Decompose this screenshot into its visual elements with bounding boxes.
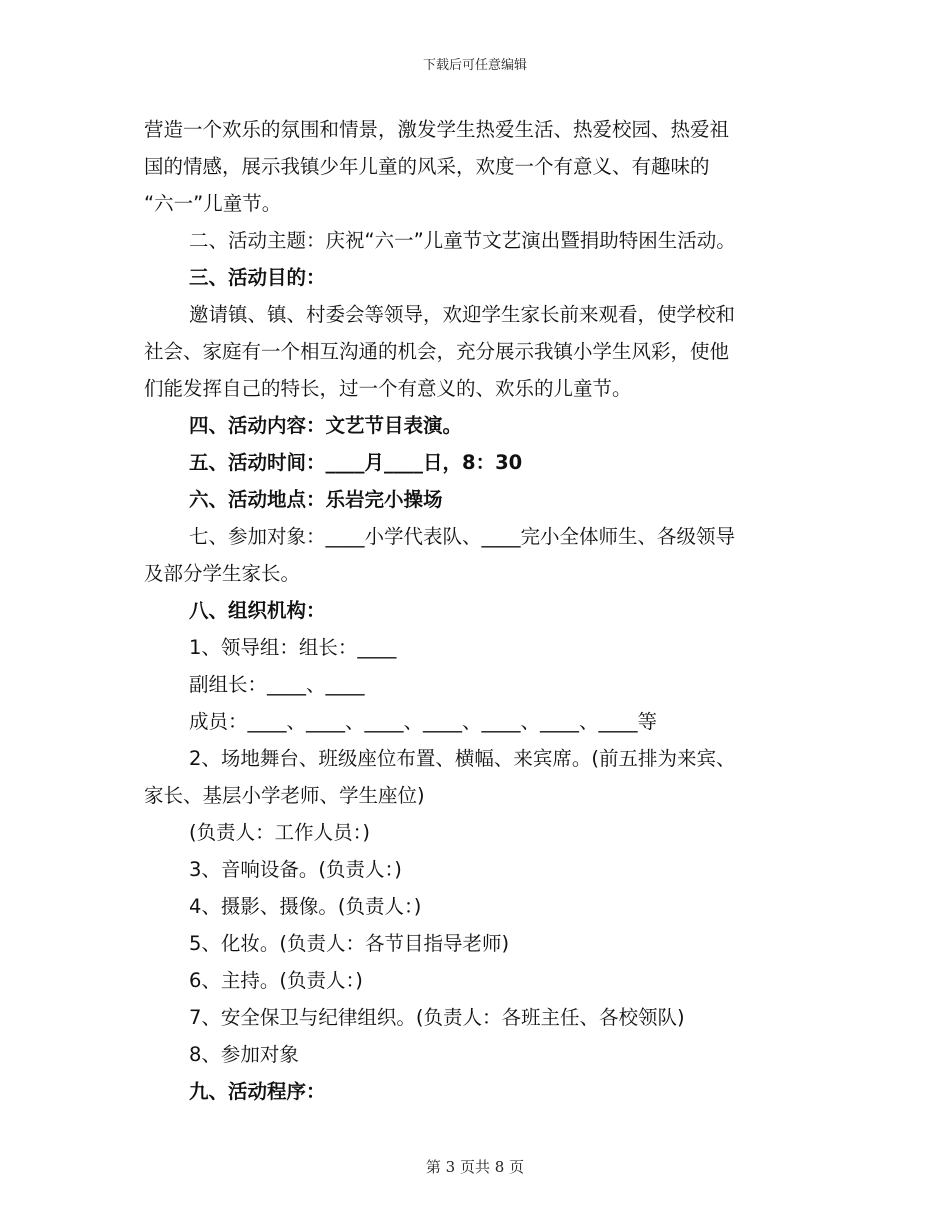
- list-item: 2、场地舞台、班级座位布置、横幅、来宾席。(前五排为来宾、: [189, 747, 736, 770]
- list-item: 7、安全保卫与纪律组织。(负责人：各班主任、各校领队): [189, 1006, 685, 1029]
- list-item: 4、摄影、摄像。(负责人：): [189, 895, 422, 918]
- paragraph-line: 营造一个欢乐的氛围和情景，激发学生热爱生活、热爱校园、热爱祖: [144, 118, 730, 141]
- list-item: 8、参加对象: [189, 1043, 299, 1066]
- paragraph-line: 社会、家庭有一个相互沟通的机会，充分展示我镇小学生风彩，使他: [144, 340, 730, 363]
- section-heading-procedure: 九、活动程序：: [189, 1080, 326, 1103]
- paragraph-line: 及部分学生家长。: [144, 562, 301, 585]
- paragraph-line: “六一”儿童节。: [144, 192, 282, 215]
- list-item: (负责人：工作人员：): [189, 821, 370, 844]
- section-heading-theme: 二、活动主题：庆祝“六一”儿童节文艺演出暨捐助特困生活动。: [189, 229, 736, 252]
- list-item: 3、音响设备。(负责人：): [189, 858, 402, 881]
- list-item: 副组长：____、____: [189, 673, 365, 696]
- section-heading-location: 六、活动地点：乐岩完小操场: [189, 488, 443, 511]
- list-item: 5、化妆。(负责人：各节目指导老师): [189, 932, 510, 955]
- list-item: 1、领导组：组长：____: [189, 636, 397, 659]
- section-heading-participants: 七、参加对象：____小学代表队、____完小全体师生、各级领导: [189, 525, 736, 548]
- page-header: 下载后可任意编辑: [422, 58, 527, 73]
- paragraph-line: 邀请镇、镇、村委会等领导，欢迎学生家长前来观看，使学校和: [189, 303, 736, 326]
- paragraph-line: 国的情感，展示我镇少年儿童的风采，欢度一个有意义、有趣味的: [144, 155, 710, 178]
- section-heading-time: 五、活动时间：____月____日，8：30: [189, 451, 523, 474]
- section-heading-content: 四、活动内容：文艺节目表演。: [189, 414, 463, 437]
- section-heading-purpose: 三、活动目的：: [189, 266, 326, 289]
- list-item: 6、主持。(负责人：): [189, 969, 363, 992]
- list-item: 成员：____、____、____、____、____、____、____等: [189, 710, 658, 733]
- section-heading-organization: 八、组织机构：: [189, 599, 326, 622]
- page-footer: 第 3 页共 8 页: [425, 1158, 525, 1176]
- paragraph-line: 们能发挥自己的特长，过一个有意义的、欢乐的儿童节。: [144, 377, 632, 400]
- paragraph-line: 家长、基层小学老师、学生座位): [144, 784, 425, 807]
- document-body: [144, 111, 824, 1110]
